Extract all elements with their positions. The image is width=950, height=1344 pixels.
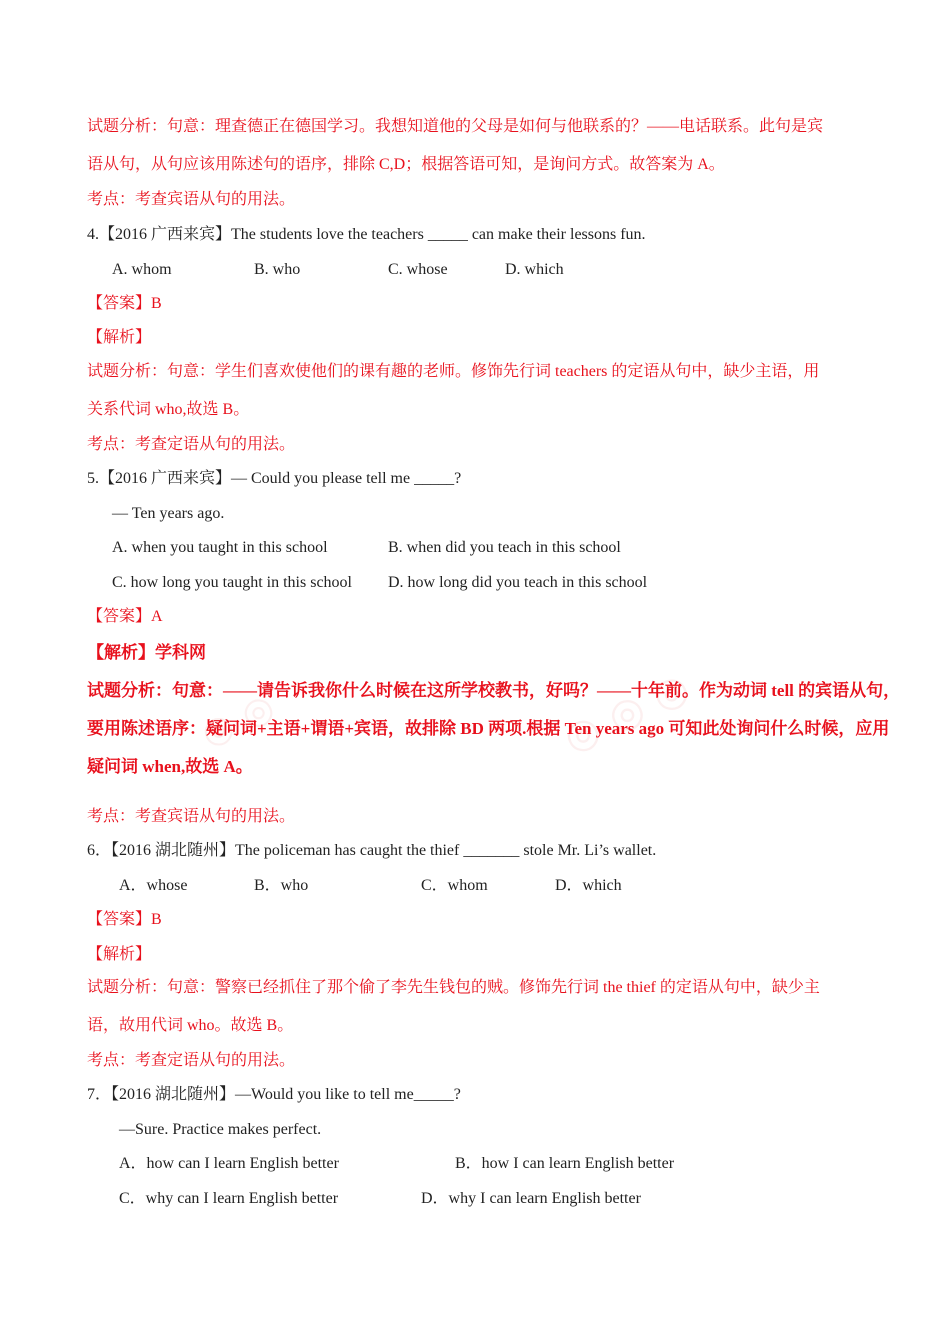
q5-point: 考点：考查宾语从句的用法。 (87, 808, 296, 825)
q4-analysis-line-1: 试题分析：句意：学生们喜欢使他们的课有趣的老师。修饰先行词 teachers 的定语从句中，缺少主语，用 (87, 363, 820, 380)
q4-option-a: A. whom (112, 261, 172, 278)
q7-option-a: A．how can I learn English better (119, 1155, 339, 1172)
q3-analysis-line-2: 语从句，从句应该用陈述句的语序，排除 C,D；根据答语可知，是询问方式。故答案为 A。 (87, 156, 725, 173)
q7-option-c: C．why can I learn English better (119, 1190, 339, 1207)
q4-stem: 4.【2016 广西来宾】The students love the teachers _____ can make their lessons fun. (87, 226, 646, 243)
q7-reply: —Sure. Practice makes perfect. (119, 1121, 322, 1138)
q5-analysis-line-1: 试题分析：句意：——请告诉我你什么时候在这所学校教书，好吗？——十年前。作为动词 tell 的宾语从句， (87, 681, 901, 700)
q6-analysis-line-2: 语，故用代词 who。故选 B。 (87, 1017, 294, 1034)
q6-analysis-line-1: 试题分析：句意：警察已经抓住了那个偷了李先生钱包的贼。修饰先行词 the thief 的定语从句中，缺少主 (87, 979, 820, 996)
q4-explain-label: 【解析】 (87, 329, 152, 346)
q5-option-a: A. when you taught in this school (112, 539, 328, 556)
q6-option-c: C．whom (421, 877, 488, 894)
q4-option-d: D. which (505, 261, 564, 278)
q6-explain-label: 【解析】 (87, 946, 152, 963)
q6-option-a: A．whose (119, 877, 188, 894)
q5-option-c: C. how long you taught in this school (112, 574, 352, 591)
q4-answer: 【答案】B (87, 295, 162, 312)
q6-stem: 6．【2016 湖北随州】The policeman has caught the thief _______ stole Mr. Li’s wallet. (87, 842, 657, 859)
q6-option-b: B．who (254, 877, 309, 894)
q7-stem: 7．【2016 湖北随州】—Would you like to tell me_____? (87, 1086, 461, 1103)
q7-option-d: D．why I can learn English better (421, 1190, 641, 1207)
q6-option-d: D．which (555, 877, 622, 894)
q5-reply: — Ten years ago. (112, 505, 225, 522)
q5-stem: 5.【2016 广西来宾】— Could you please tell me _____? (87, 470, 462, 487)
q3-point: 考点：考查宾语从句的用法。 (87, 191, 296, 208)
q5-analysis-line-2: 要用陈述语序：疑问词+主语+谓语+宾语，故排除 BD 两项.根据 Ten years ago 可知此处询问什么时候，应用 (87, 719, 890, 738)
q5-answer: 【答案】A (87, 608, 163, 625)
q5-option-d: D. how long did you teach in this school (388, 574, 648, 591)
q4-analysis-line-2: 关系代词 who,故选 B。 (87, 401, 250, 418)
q4-option-b: B. who (254, 261, 301, 278)
q4-point: 考点：考查定语从句的用法。 (87, 436, 296, 453)
q4-option-c: C. whose (388, 261, 448, 278)
watermark: ◎ ◎ ◎ (556, 664, 697, 762)
q6-point: 考点：考查定语从句的用法。 (87, 1052, 296, 1069)
q5-option-b: B. when did you teach in this school (388, 539, 621, 556)
q3-analysis-line-1: 试题分析：句意：理查德正在德国学习。我想知道他的父母是如何与他联系的？——电话联系。此句是宾 (87, 118, 824, 135)
q6-answer: 【答案】B (87, 911, 162, 928)
q5-analysis-line-3: 疑问词 when,故选 A。 (87, 757, 253, 776)
q7-option-b: B．how I can learn English better (455, 1155, 675, 1172)
watermark: ◎ ◎ (194, 685, 281, 756)
q5-explain-label: 【解析】学科网 (87, 643, 206, 662)
